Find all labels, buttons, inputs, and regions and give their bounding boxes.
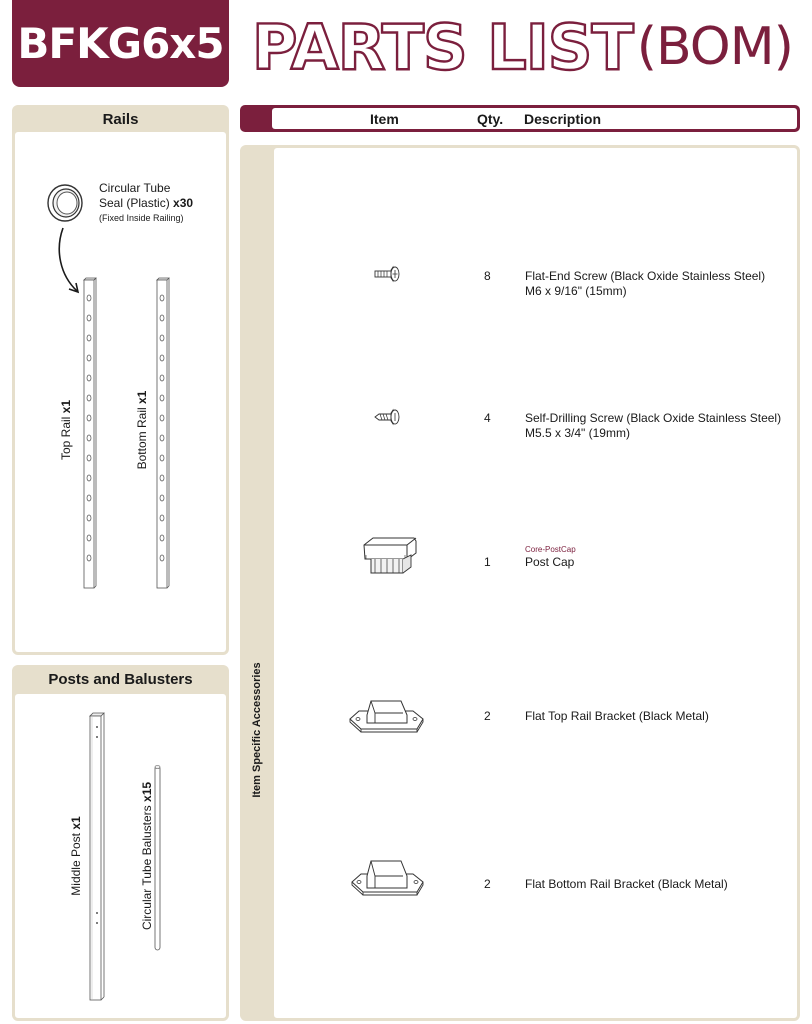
circular-tube-seal-icon xyxy=(45,183,85,223)
row-qty: 8 xyxy=(484,269,491,283)
part-code: Core-PostCap xyxy=(525,545,576,554)
posts-panel xyxy=(12,665,229,1021)
top-rail-qty: x1 xyxy=(59,399,73,414)
row-description: Core-PostCap Post Cap xyxy=(525,545,576,569)
seal-name-line1: Circular Tube xyxy=(99,181,171,195)
row-qty: 2 xyxy=(484,709,491,723)
middle-post-label: Middle Post x1 xyxy=(69,816,83,896)
arrow-icon xyxy=(55,225,85,295)
title-outline-text: PARTS LIST xyxy=(252,10,633,84)
row-qty: 1 xyxy=(484,555,491,569)
seal-qty: x30 xyxy=(173,196,194,210)
balusters-label: Circular Tube Balusters x15 xyxy=(140,781,154,931)
row-qty: 2 xyxy=(484,877,491,891)
title-solid-text: (BOM) xyxy=(636,17,793,77)
seal-label xyxy=(99,181,193,226)
row-description: Flat-End Screw (Black Oxide Stainless Steel) M6 x 9/16" (15mm) xyxy=(525,269,766,298)
seal-name-line2: Seal (Plastic) xyxy=(99,196,170,210)
top-rail-bracket-icon xyxy=(347,697,427,737)
post-cap-icon xyxy=(361,535,419,579)
baluster-icon xyxy=(153,764,163,952)
table-header xyxy=(240,105,800,132)
posts-panel-body xyxy=(15,694,226,1018)
row-description: Flat Bottom Rail Bracket (Black Metal) xyxy=(525,877,728,891)
bottom-rail-bracket-icon xyxy=(349,858,427,902)
rails-panel-title: Rails xyxy=(102,111,139,128)
bottom-rail-label: Bottom Rail x1 xyxy=(135,390,149,470)
top-rail-label: Top Rail x1 xyxy=(59,399,73,461)
flat-end-screw-icon xyxy=(373,265,403,283)
row-qty: 4 xyxy=(484,411,491,425)
bottom-rail-qty: x1 xyxy=(135,390,149,404)
bottom-rail-icon xyxy=(155,276,171,592)
posts-panel-title: Posts and Balusters xyxy=(48,671,193,688)
middle-post-icon xyxy=(88,711,106,1003)
middle-post-qty: x1 xyxy=(69,816,83,830)
page-title xyxy=(252,12,797,82)
row-description: Flat Top Rail Bracket (Black Metal) xyxy=(525,709,709,723)
model-number: BFKG6x5 xyxy=(17,19,224,68)
balusters-qty: x15 xyxy=(140,781,154,802)
seal-note: (Fixed Inside Railing) xyxy=(99,213,184,223)
top-rail-icon xyxy=(82,276,98,592)
header-qty: Qty. xyxy=(477,111,504,127)
row-description: Self-Drilling Screw (Black Oxide Stainless Steel) M5.5 x 3/4" (19mm) xyxy=(525,411,782,440)
self-drilling-screw-icon xyxy=(373,408,403,426)
accessories-panel: Item Specific Accessories xyxy=(240,145,800,1021)
header-item: Item xyxy=(370,111,399,127)
model-badge xyxy=(12,0,229,87)
header-description: Description xyxy=(524,111,602,127)
